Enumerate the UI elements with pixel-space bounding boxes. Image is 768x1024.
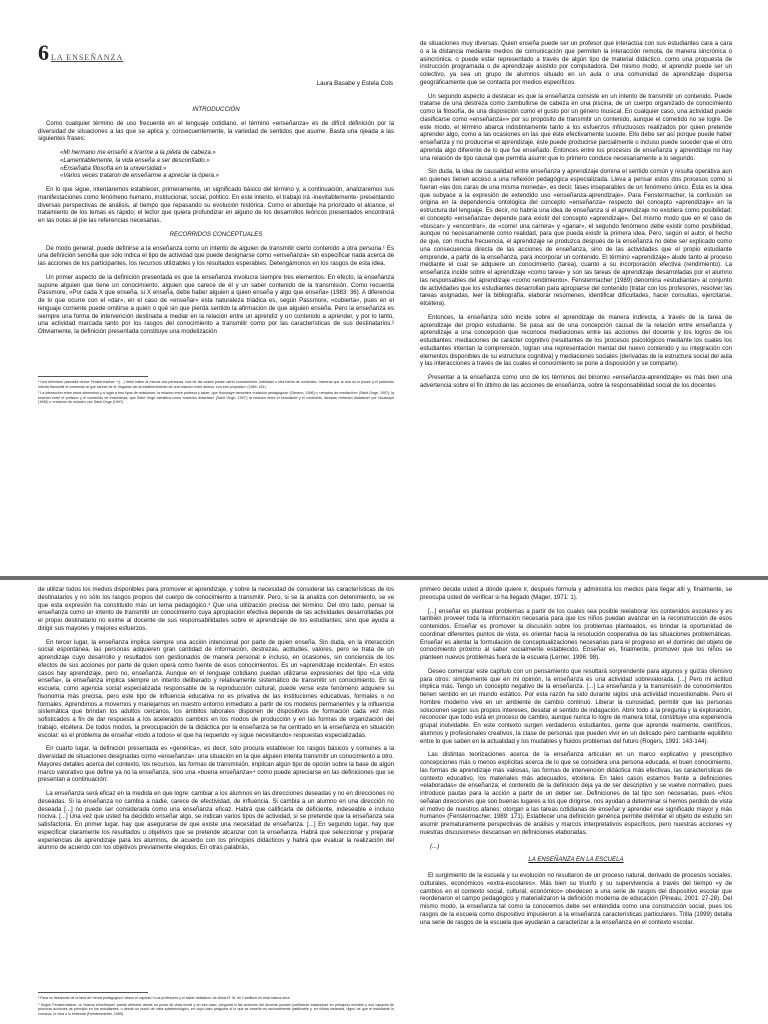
footnotes — [38, 992, 394, 1018]
paragraph: Un primer aspecto de la definición presentada es que la enseñanza involucra siempre tres elementos. En efecto, la enseñanza supone alguien que tiene un conocimiento, alguien que carece de él y un saber contenido de la transmisión. Como recuerda Passmore, «Por cada X que enseña, si X enseña, debe haber alguien a quien enseña y algo que enseña» (1983: 36). A diferencia de lo que ocurre con el «dar», en el caso de «enseñar» esta naturaleza triádica es, según Passmore, «cubierta», pues en el lenguaje corriente puede omitirse a quién o qué sin que pierda sentido la afirmación de que alguien enseña. Pero la enseñanza es siempre una forma de intervención destinada a mediar en la relación entre un aprendiz y un contenido a aprender, y por lo tanto, una actividad marcada tanto por los rasgos del conocimiento a transmitir como por las características de sus destinatarios.² Obviamente, la definición presentada constituye una modelización — [38, 273, 394, 335]
footnote: ⁴ Según Fenstermacher, la «buena enseñanza» puede definirse desde un punto de vista moral y en ese caso, pregunta si las acciones del docente pueden justificarse basándose en principios morales y son capaces de provocar acciones de principio en los estudiantes; o desde un punto de vista epistemológico, en cuyo caso pregunta si lo que se enseña es racionalmente justificable y, en última instancia, digno de que el estudiante lo conozca, lo crea o lo entienda (Fenstermacher, 1989). — [38, 1002, 394, 1016]
quote: «Mi hermano me enseñó a tirarme a la pileta de cabeza.» — [60, 149, 216, 156]
paragraph: Un segundo aspecto a destacar es que la enseñanza consiste en un intento de transmitir un contenido. Puede tratarse de una destreza como zambullirse de cabeza en una piscina, de un cuerpo organizado de conocimiento como la filosofía, de una disposición como el gusto por un género musical. En cualquier caso, una actividad puede clasificarse como «enseñanza»» por su propósito de transmitir un contenido, aunque el cometido no se logre. De este modo, el término abarca indistintamente tanto a los esfuerzos infructuosos realizados por quien pretende aprender algo, como a las ocasiones en las que éste efectivamente sucede. Ello debe ser así porque puede haber enseñanza y no producirse el aprendizaje, éste puede producirse parcialmente o incluso puede suceder que el otro aprenda algo diferente de lo que fue enseñado. Entonces entre los procesos de enseñanza y aprendizaje no hay una relación de tipo causal que permita asumir que lo primero conduce necesariamente a lo segundo. — [420, 92, 732, 162]
intro-heading: INTRODUCCIÓN — [192, 106, 240, 113]
block-quote: Deseo comenzar este capítulo con un pensamiento que resultará sorprendente para algunos y quizás ofensivo para otros: simplemente que en mi opinión, la enseñanza es una actividad sobrevalorada. [...] Pero mi actitud implica más. Tengo un concepto negativo de la enseñanza. [...] La enseñanza y la transmisión de conocimientos tienen sentido en un mundo estático. Por esta razón ha sido durante siglos una actividad incuestionable. Pero el hombre moderno vive en un ambiente de cambio continuo. Liberar la curiosidad, permitir que las personas solucionen según sus propios intereses, desatar el sentido de indagación. Abrir todo a la pregunta y la exploración, reconocer que todo está en proceso de cambio, aunque nunca lo logre de manera total, constituye una experiencia grupal inolvidable. En este contexto surgen verdaderos estudiantes, gente que aprende realmente, científicos, alumnos y profesionales creativos, la clase de personas que pueden vivir en un delicado pero cambiante equilibrio entre lo que saben en la actualidad y los mudables y fluidos problemas del futuro (Rogers, 1991: 143-144). — [420, 667, 732, 745]
paragraph: Sin duda, la idea de causalidad entre enseñanza y aprendizaje domina el sentido común y resulta operativa aun en quienes tienen acceso a una reflexión pedagógica especializada. Lleva a pensar estos dos procesos como si fueran «las dos caras de una misma moneda», es decir, fases inseparables de un fenómeno único. Ésta es la idea que subyace a la expresión de extendido uso «enseñanza-aprendizaje». Para Fenstermacher, la confusión se origina en la dependencia ontológica del concepto «enseñanza» respecto del concepto «aprendizaje» en la estructura del lenguaje. Es decir, no habría una idea de enseñanza si el aprendizaje no existiera como posibilidad; el concepto «enseñanza» depende para existir del concepto «aprendizaje». Del mismo modo que en el caso de «buscar» y «encontrar», de «correr una carrera» y «ganar», el segundo fenómeno debe existir como posibilidad, aunque no necesariamente como realidad, para que pueda existir la primera idea. Pero, según el autor, el hecho de que, con mucha frecuencia, el aprendizaje se produzca después de la enseñanza no debe ser explicado como una consecuencia directa de las acciones de enseñanza, sino de las actividades que el propio estudiante emprende, a partir de la enseñanza, para incorporar un contenido. El término «aprendizaje» alude tanto al proceso mediante el cual se adquiere un conocimiento (tarea), cuanto a su incorporación efectiva (rendimiento). La enseñanza incide sobre el aprendizaje «como tarea» y son las tareas de aprendizaje desarrolladas por el alumno las responsables del aprendizaje «como rendimiento». Fenstermacher (1989) denomina «estudiantar» al conjunto de actividades que los estudiantes desarrollan para apropiarse del contenido (tratar con los profesores, resolver las tareas asignadas, leer la bibliografía, elaborar resúmenes, identificar dificultades, hacer consultas, ejercitarse, etcétera). — [420, 168, 732, 307]
right-column — [420, 40, 732, 396]
footnote: ² La interacción entre estos elementos y a lugar a tres tipos de relaciones: la relación entre profesor y saber, que Houssaye denomina «relación pedagógica» (Gimeno, 1996) o «relación de mediación» (Saint Onge, 1997); la relación entre el profesor y el contenido de enseñanza, que Saint Onge identifica como «relación didáctica» (Saint Onge, 1997); la relación entre el estudiante y el contenido, llamada «relación didáctica» por Houssaye (1996) o «relación de estudio» por Saint Onge (1997). — [38, 391, 394, 405]
paragraph: En tercer lugar, la enseñanza implica siempre una acción intencional por parte de quien enseña. Sin duda, en la interacción social espontánea, las personas adquieren gran cantidad de información, destrezas, actitudes, valores, pero se trata de un aprendizaje cuyo desarrollo y resultados son gestionados de manera personal e incluso, en ocasiones, sin conciencia de los efectos de sus acciones por parte de quien opera como fuente de esos conocimientos. Es un «aprendizaje incidental». En estos casos hay aprendizaje, pero no, enseñanza. Aunque en el lenguaje cotidiano puedan utilizarse expresiones del tipo «La vida enseña», la enseñanza implica siempre un intento deliberado y relativamente sistemático de transmitir un conocimiento. En la escuela, como agencia social especializada responsable de la reproducción cultural, puede verse este fenómeno adquiere su fisonomía más precisa, pero este tipo de influencia educativa no es privativa de las instituciones educativas, formales o no formales. Aprendimos a movernos y manejarnos en nuestro entorno inmediato a partir de los modelos permanentes y la influencia sistemática que brindan los adultos cercanos, los ámbitos laborales disponen de dispositivos de formación cada vez más sofisticados a fin de dar respuesta a los acelerados cambios en los modos de producción y en las formas de organización del trabajo, etcétera. De todos modos, la preocupación de la didáctica por la enseñanza se ha centrado en la enseñanza en situación escolar: es el problema de enseñar «todo a todos» el que ha requerido «y sigue necesitando» respuestas especializadas. — [38, 638, 394, 739]
left-column — [38, 106, 394, 342]
chapter-number: 6 — [38, 40, 49, 65]
paragraph: En cuarto lugar, la definición presentada es «genérica», es decir, sólo procura establecer los rasgos básicos y comunes a la diversidad de situaciones designadas como «enseñanza»: una situación en la que alguien intenta transmitir un conocimiento a otro. Mayores detalles acerca del contexto, los recursos, las formas de transmisión, implican algún tipo de opción sobre la base de algún marco valorativo que define ya no la enseñanza, sino una «buena enseñanza»⁴ como puede apreciarse en las definiciones que se presentan a continuación: — [38, 745, 394, 784]
left-column — [38, 586, 394, 858]
paragraph: de situaciones muy diversas. Quien enseña puede ser un profesor que interactúa con sus estudiantes cara a cara o a la distancia mediante medios de comunicación que permiten la interacción remota, de manera sincrónica o asincrónica, o puede estar representado a través de algún tipo de material didáctico, como una propuesta de instrucción programada o de aprendizaje asistido por computadora. Del mismo modo, el aprendiz puede ser un colectivo, ya sea un grupo de alumnos situado en un aula o una comunidad de aprendizaje dispersa geográficamente que se contacta por medios específicos. — [420, 40, 732, 86]
section-heading: LA ENSEÑANZA EN LA ESCUELA — [528, 856, 624, 864]
section-heading: RECORRIDOS CONCEPTUALES — [169, 230, 263, 238]
example-quotes — [60, 149, 394, 180]
quote: «Enseñaba filosofía en la universidad.» — [60, 164, 167, 172]
footnote-divider — [38, 992, 148, 993]
footnote: ¹ Una definición parecida ofrece Fenstermacher: «(…) debe haber al menos dos personas, una de las cuales posee cierto conocimiento, habilidad u otra forma de contenido, mientras que la otra no lo posee y el poseedor intenta transmitir el contenido al que carece de él, llegando así al establecimiento de una relación entre ambos, con ese propósito» (1989: 151). — [38, 380, 394, 389]
quote: «Lamentablemente, la vida enseña a ser desconfiado.» — [60, 156, 210, 164]
paragraph: De modo general, puede definirse a la enseñanza como un intento de alguien de transmitir cierto contenido a otra persona.¹ Es una definición sencilla que sólo indica el tipo de actividad que puede designarse como «enseñanza» sin especificar nada acerca de las acciones de los participantes, los recursos utilizables y los resultados esperables. Detengámonos en los rasgos de esta idea. — [38, 244, 394, 267]
quote: «Varios veces trataron de enseñarme a apreciar la ópera.» — [60, 172, 219, 180]
document-page-2 — [0, 580, 768, 1024]
paragraph: En lo que sigue, intentaremos establecer, primeramente, un significado básico del término y, a continuación, analizaremos sus manifestaciones como fenómeno humano, institucional, social, político. En este intento, el trabajo irá -inevitablemente- presentando diversas perspectivas de análisis, al tiempo que repasando su evolución histórica. Como el abordaje ha priorizado el alcance, el tratamiento de los temas es rápido; el lector que quiera profundizar en alguno de los desarrollos teóricos presentados encontrará en las notas al pie las referencias necesarias. — [38, 186, 394, 224]
paragraph: Presentar a la enseñanza como uno de los términos del binomio «enseñanza-aprendizaje» es más bien una advertencia sobre el fin último de las acciones de enseñanza, sobre la responsabilidad social de los docentes — [420, 374, 732, 389]
paragraph: primero decide usted a dónde quiere ir, después formula y administra los medios para llegar allí y, finalmente, se preocupa usted de verificar si ha llegado (Mager, 1971: 1). — [420, 586, 732, 601]
footnotes — [38, 376, 394, 407]
paragraph: de utilizar todos los medios disponibles para promover el aprendizaje, y sobre la necesidad de considerar las características de los destinatarios y no sólo los rasgos propios del cuerpo de conocimiento a transmitir. Pero, si se la analiza con detenimiento, se ve que esta expresión ha constituido más un lema pedagógico.³ Que una utilización precisa del término. Del otro lado, pensar la enseñanza como un intento de transmitir un conocimiento cuya apropiación efectiva depende de las actividades desarrolladas por el propio destinatario no exime al docente de sus responsabilidades sobre el aprendizaje de los estudiantes; sino que ayuda a dirigir sus mayores y mejores esfuerzos. — [38, 586, 394, 632]
paragraph: La enseñanza será eficaz en la medida en que logre: cambiar a los alumnos en las direcciones deseadas y no en direcciones no deseadas. Si la enseñanza no cambia a nadie, carece de efectividad, de influencia. Si cambia a un alumno en una dirección no deseada [...] no puede ser considerada como una enseñanza eficaz. Habrá que calificarla de deficiente, indeseable e incluso nociva. [...] Una vez que usted ha decidido enseñar algo, se indican varios tipos de actividad, si se pretende que la enseñanza sea satisfactoria. En primer lugar, hay que asegurarse de que existe una necesidad de enseñanza. [...] En segundo lugar, hay que especificar claramente los resultados u objetivos que se pretende alcanzar con la enseñanza. Habrá que seleccionar y preparar experiencias de aprendizaje para los alumnos, de acuerdo con los principios didácticos y habrá que evaluar la realización del alumno de acuerdo con los objetivos previamente elegidos. En otras palabras, — [38, 790, 394, 852]
chapter-heading — [38, 40, 123, 66]
paragraph: El surgimiento de la escuela y su evolución no resultaron de un proceso natural, derivado de procesos sociales, culturales, económicos «extra-escolares». Más bien su triunfo y su supervivencia a través del tiempo «y de cambios en el contexto social, cultural, económico» obedecen a una serie de rasgos del dispositivo escolar que reordenaron el campo pedagógico y materializaron la definición moderna de educación (Pineau, 2001: 27-28). Del mismo modo, la enseñanza tal como la conocemos debe ser entendida como una construcción social, pues los rasgos de la escuela como dispositivo impusieron a la enseñanza características particulares. Trilla (1999) detalla una serie de rasgos de la escuela que ayudarán a caracterizar a la enseñanza en el contexto escolar. — [420, 872, 732, 926]
chapter-title: LA ENSEÑANZA — [51, 53, 124, 62]
paragraph: Las distintas teorizaciones acerca de la enseñanza articulan en un marco explicativo y prescriptivo concepciones más o menos explícitas acerca de lo que se considera una persona educada, el buen conocimiento, las formas de aprendizaje más valiosas, las formas de intervención didáctica más efectivas, las características de contexto educativo, los materiales más adecuados, etcétera. En tales casos estamos frente a definiciones «elaboradas» de enseñanza; el contenido de la definición deja ya de ser descriptivo y se vuelve normativo, pues introduce pautas para la acción a partir de un deber ser. Definiciones de tal tipo son necesarias, pues «Nos señalan direcciones que son buenas lugares a los que dirigirse, nos ayudan a determinar si hemos perdido de vista el motivo de nuestros afanes; otorgan a las tareas cotidianas de enseñar y aprender ese significado mayor y más humano» (Fenstermacher, 1989: 171). Establecer una definición genérica permite delimitar el objeto de estudio sin asumir prematuramente perspectivas de análisis y marcos interpretativos específicos, pero nuestras acciones «y nuestras discusiones» descansan en definiciones elaboradas. — [420, 751, 732, 836]
paragraph: Como cualquier término de uso frecuente en el lenguaje cotidiano, el término «enseñanza» es de difícil definición por la diversidad de situaciones a las que se aplica y, consecuentemente, la variedad de sentidos que asume. Basta una ojeada a las siguientes frases: — [38, 119, 394, 143]
block-quote: [...] enseñar es plantear problemas a partir de los cuales sea posible reelaborar los contenidos escolares y es también proveer toda la información necesaria para que los niños puedan avanzar en la reconstrucción de esos contenidos. Enseñar es promover la discusión sobre los problemas planteados, es brindar la oportunidad de coordinar diferentes puntos de vista, es orientar hacia la resolución cooperativa de las situaciones problemáticas. Enseñar es alentar la formulación de conceptualizaciones necesarias para el progreso en el dominio del objeto de conocimiento próximo al saber socialmente establecido. Enseñar es, finalmente, promover que los niños se planteen nuevos problemas fuera de la escuela (Lerner, 1996: 98). — [420, 607, 732, 661]
footnote-divider — [38, 376, 148, 377]
authors: Laura Basabe y Estela Cols — [316, 80, 393, 87]
paragraph: Entonces, la enseñanza sólo incide sobre el aprendizaje de manera indirecta, a través de la tarea de aprendizaje del propio estudiante. Se pasa así de una concepción causal de la relación entre enseñanza y aprendizaje a una concepción que reconoce mediaciones entre las acciones del docente y los logros de los estudiantes: mediaciones de carácter cognitivo (resultantes de los procesos psicológicos mediante los cuales los estudiantes intentan la comprensión, logran una representación mental del nuevo contenido y su integración con elementos disponibles de su estructura cognitiva) y mediaciones sociales (derivadas de la estructura social del aula y las interacciones a través de las cuales el conocimiento se pone a disposición y se comparte). — [420, 313, 732, 368]
right-column — [420, 586, 732, 932]
footnote: ³ Para un desarrollo de la idea de «lema pedagógico» véase el capítulo «Los profesores y el saber didáctico» de Alicia R. W. de Camilloni en esta misma obra. — [38, 996, 291, 1000]
ellipsis: (...) — [430, 842, 440, 850]
